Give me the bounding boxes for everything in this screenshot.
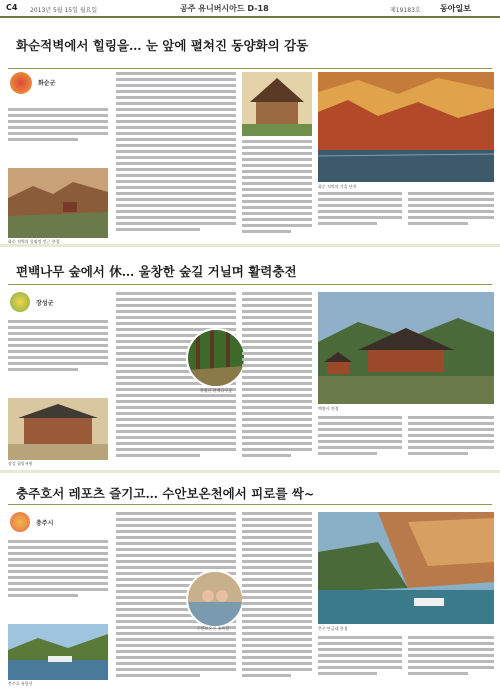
photo-caption: 장성 필암서원 (8, 461, 33, 466)
article-round-photo (186, 570, 244, 628)
region-logo (10, 292, 30, 312)
article-headline: 편백나무 숲에서 休… 울창한 숲길 거닐며 활력충전 (16, 264, 297, 279)
section-title: 공주 유니버시아드 D-18 (180, 4, 269, 13)
article-byline: 장성군 (36, 300, 54, 307)
page-header (0, 0, 500, 18)
article-body-text (242, 512, 312, 682)
article-main-photo (318, 72, 494, 182)
issue-date: 2013년 5월 15일 월요일 (30, 7, 98, 14)
article-body-text (116, 72, 236, 238)
region-logo (10, 512, 30, 532)
article-body-text (318, 192, 402, 238)
article-intro-text (8, 108, 108, 163)
photo-caption: 수안보온천 족욕장 (196, 626, 230, 631)
article-chungju (0, 474, 500, 691)
article-photo (242, 72, 312, 136)
article-headline: 화순적벽에서 힐링을… 눈 앞에 펼쳐진 동양화의 감동 (16, 38, 309, 53)
article-body-text (242, 292, 312, 462)
photo-caption: 백양사 전경 (318, 406, 339, 411)
article-body-text (242, 140, 312, 238)
article-byline: 화순군 (38, 80, 56, 87)
issue-number: 제19183호 (390, 7, 421, 14)
article-round-photo (186, 328, 246, 388)
article-main-photo (318, 512, 494, 624)
article-headline: 충주호서 레포츠 즐기고… 수안보온천에서 피로를 싹~ (16, 486, 315, 501)
article-hwasun (0, 20, 500, 244)
article-photo (8, 168, 108, 238)
article-body-text (318, 636, 402, 684)
article-photo (8, 624, 108, 680)
article-main-photo (318, 292, 494, 404)
photo-caption: 화순 적벽과 물염정 인근 풍경 (8, 239, 60, 244)
photo-caption: 충주 탄금대 풍경 (318, 626, 348, 631)
article-intro-text (8, 320, 108, 394)
photo-caption: 화순 적벽의 가을 단풍 (318, 184, 357, 189)
article-body-text (408, 416, 494, 464)
article-body-text (318, 416, 402, 464)
page-number: C4 (6, 3, 18, 12)
region-logo (10, 72, 32, 94)
article-jangseong (0, 248, 500, 468)
newspaper-logo: 동아일보 (440, 3, 471, 13)
article-intro-text (8, 540, 108, 620)
article-body-text (408, 192, 494, 238)
photo-caption: 충주호 유람선 (8, 681, 33, 686)
article-byline: 충주시 (36, 520, 54, 527)
photo-caption: 축령산 편백나무숲 (199, 388, 233, 393)
article-body-text (408, 636, 494, 684)
article-photo (8, 398, 108, 460)
